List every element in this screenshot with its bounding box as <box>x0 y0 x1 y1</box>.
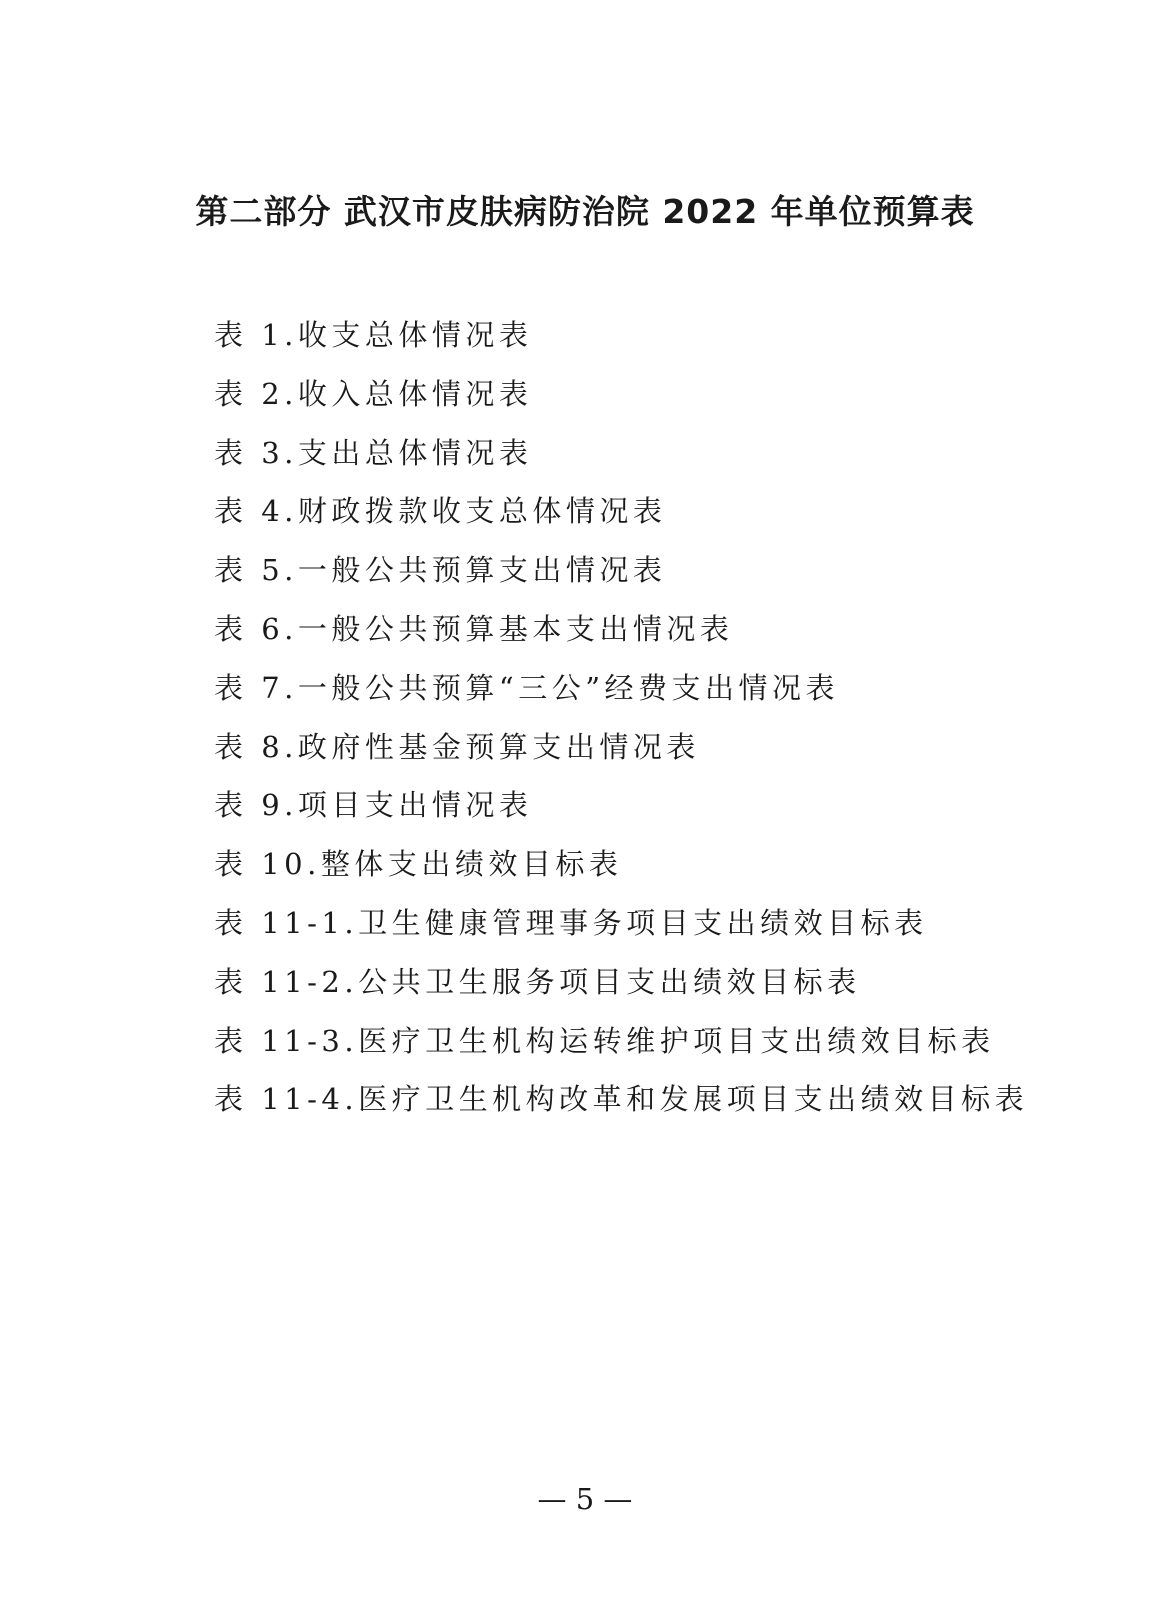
list-item: 表 3.支出总体情况表 <box>214 435 533 470</box>
page-title: 第二部分 武汉市皮肤病防治院 2022 年单位预算表 <box>195 192 975 231</box>
list-item: 表 4.财政拨款收支总体情况表 <box>214 494 667 529</box>
list-item: 表 10.整体支出绩效目标表 <box>214 847 623 882</box>
list-item: 表 9.项目支出情况表 <box>214 788 533 823</box>
list-item: 表 11-3.医疗卫生机构运转维护项目支出绩效目标表 <box>214 1023 995 1058</box>
list-item: 表 7.一般公共预算“三公”经费支出情况表 <box>214 670 840 705</box>
list-item: 表 11-1.卫生健康管理事务项目支出绩效目标表 <box>214 905 928 940</box>
list-item: 表 8.政府性基金预算支出情况表 <box>214 729 700 764</box>
list-item: 表 2.收入总体情况表 <box>214 376 533 411</box>
page-number: — 5 — <box>537 1482 633 1516</box>
table-list <box>214 306 1028 1129</box>
list-item: 表 11-2.公共卫生服务项目支出绩效目标表 <box>214 964 861 999</box>
list-item: 表 5.一般公共预算支出情况表 <box>214 553 667 588</box>
list-item: 表 6.一般公共预算基本支出情况表 <box>214 611 734 646</box>
list-item: 表 11-4.医疗卫生机构改革和发展项目支出绩效目标表 <box>214 1082 1029 1117</box>
list-item: 表 1.收支总体情况表 <box>214 318 533 352</box>
